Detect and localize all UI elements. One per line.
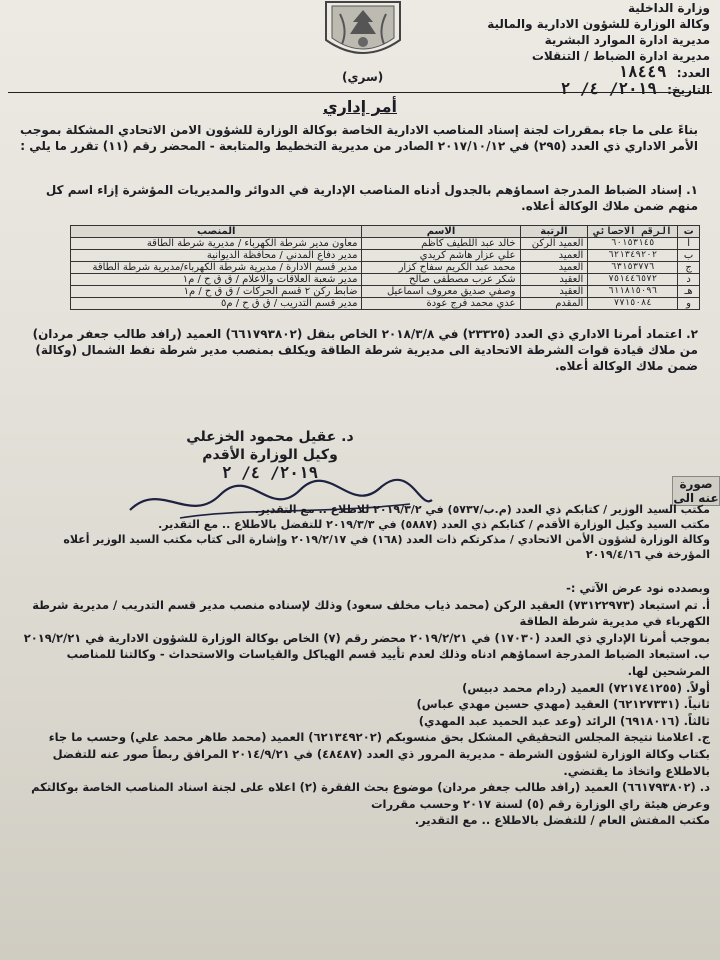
date-value: ٢٠١٩/ ٤/ ٢ (560, 79, 657, 98)
memo-body (18, 580, 710, 829)
body-paragraph: ج. اعلامنا نتيجة المجلس التحقيقي المشكل بحق منسوبكم (٦٢١٣٤٩٢٠٢) العميد (محمد طاهر محمد علي) وحسب ما جاء بكتاب وكالة الوزارة لشؤون الشرطة - مديرية المرور ذي العدد (٤٨٤٨٧) في ٢٠١٤/٩/٢١ المرافق ربطاً صور عنه للتفضل بالاطلاع واتخاذ ما يقتضي. (48, 730, 710, 778)
row-name: محمد عبد الكريم سفاح كزار (362, 262, 520, 274)
row-position: مدير شعبة العلاقات والاعلام / ق ق ح / م١ (71, 274, 362, 286)
row-rank: العقيد (520, 286, 588, 298)
col-header-name: الاسم (362, 226, 520, 238)
row-index: ج (678, 262, 700, 274)
row-statistical-number: ٦٠١٥٣١٤٥ (588, 238, 678, 250)
signatory-name: د. عقيل محمود الخزعلي (186, 429, 354, 445)
row-statistical-number: ٧٧١٥٠٨٤ (588, 298, 678, 310)
signature-date: ٢٠١٩/ ٤/ ٢ (221, 463, 319, 482)
row-position: معاون مدير شرطة الكهرباء / مديرية شرطة الطاقة (71, 238, 362, 250)
col-header-position: المنصب (71, 226, 362, 238)
body-paragraph: ثانياً. (٦٢١٢٧٣٣١) العقيد (مهدي حسين مهدي عباس) (416, 697, 710, 712)
col-header-id: الرقم الاحصائي (588, 226, 678, 238)
row-position: مدير قسم الادارة / مديرية شرطة الكهرباء/مديرية شرطة الطاقة (71, 262, 362, 274)
body-paragraph: وبصدده نود عرض الآتي :- (566, 581, 710, 595)
clause-two: ٢. اعتماد أمرنا الاداري ذي العدد (٢٣٣٢٥) في ٢٠١٨/٣/٨ الخاص بنقل (٦٦١٧٩٣٨٠٢) العميد (رافد طالب جعفر مردان) من ملاك قيادة قوات الشرطة الاتحادية الى مديرية شرطة الطاقة ويكلف بمنصب مدير شرطة نفط الشمال (وكالة) ضمن ملاك الوكالة أعلاه. (32, 327, 698, 373)
table-row (71, 238, 700, 250)
table-row (71, 250, 700, 262)
row-name: شكر عرب مصطفى صالح (362, 274, 520, 286)
row-index: أ (678, 238, 700, 250)
table-row (71, 286, 700, 298)
col-header-rank: الرتبة (520, 226, 588, 238)
row-name: عدي محمد فرج عودة (362, 298, 520, 310)
agency-name: وكالة الوزارة للشؤون الادارية والمالية (487, 17, 710, 31)
row-index: هـ (678, 286, 700, 298)
row-name: خالد عبد اللطيف كاظم (362, 238, 520, 250)
row-statistical-number: ٦١١٨١٥٠٩٦ (588, 286, 678, 298)
classification-label: (سري) (342, 70, 384, 84)
document-title: أمر إداري (323, 97, 397, 116)
date-row (420, 81, 710, 98)
row-rank: العميد (520, 262, 588, 274)
body-paragraph: ب. استبعاد الضباط المدرجة اسماؤهم ادناه وذلك لعدم تأييد قسم الهياكل والقياسات والاستحداث - وكالتنا للمناصب المرشحين لها. (66, 647, 710, 678)
col-header-index: ت (678, 226, 700, 238)
row-rank: العقيد (520, 274, 588, 286)
header-divider (8, 92, 712, 93)
body-paragraph: ثالثاً. (٦٩١٨٠١٦) الرائد (وعد عبد الحميد عبد المهدي) (418, 713, 710, 728)
directorate-name: مديرية ادارة الموارد البشرية (544, 33, 710, 47)
preamble-paragraph: بناءً على ما جاء بمقررات لجنة إسناد المناصب الادارية الخاصة بوكالة الوزارة للشؤون الامن الاتحادي المشكلة بموجب الأمر الاداري ذي العدد (٢٩٥) في ٢٠١٧/١٠/١٢ الصادر من مديرية التخطيط والمتابعة - المحضر رقم (١١) تقرر ما يلي : (20, 123, 698, 153)
row-rank: العميد (520, 250, 588, 262)
number-label: العدد: (676, 66, 710, 80)
carbon-copy-list (20, 502, 710, 562)
number-value: ١٨٤٤٩ (618, 62, 667, 81)
row-name: وصفي صديق معروف اسماعيل (362, 286, 520, 298)
table-row (71, 274, 700, 286)
body-paragraph: أولاً. (٧٢١٧٤١٢٥٥) العميد (ردام محمد دبيس) (462, 680, 710, 695)
clause-one: ١. إسناد الضباط المدرجة اسماؤهم بالجدول أدناه المناصب الإدارية في الدوائر والمديريات المؤشرة إزاء اسم كل منهم ضمن ملاك الوكالة أعلاه. (45, 183, 698, 213)
copy-to-label: صورة عنه الى (673, 477, 719, 505)
table-row (71, 298, 700, 310)
row-position: مدير دفاع المدني / محافظة الديوانية (71, 250, 362, 262)
body-paragraph: د. (٦٦١٧٩٣٨٠٢) العميد (رافد طالب جعفر مردان) موضوع بحث الفقرة (٢) اعلاه على لجنة اسناد المناصب الخاصة بوكالتكم وعرض هيئة راي الوزارة رقم (٥) لسنة ٢٠١٧ وحسب مقررات (31, 780, 710, 811)
ministry-name: وزارة الداخلية (627, 1, 710, 15)
officers-table (70, 225, 700, 310)
row-position: مدير قسم التدريب / ق ق ح / م٥ (71, 298, 362, 310)
row-statistical-number: ٦٣١٥٣٧٧٦ (588, 262, 678, 274)
table-row (71, 262, 700, 274)
cc-item: مكتب السيد وكيل الوزارة الأقدم / كتابكم ذي العدد (٥٨٨٧) في ٢٠١٩/٣/٣ للتفضل بالاطلاع .. مع التقدير. (158, 518, 710, 531)
letterhead (420, 0, 710, 98)
row-index: و (678, 298, 700, 310)
row-position: ضابط ركن ٢ قسم الحركات / ق ق ح / م١ (71, 286, 362, 298)
row-rank: العميد الركن (520, 238, 588, 250)
body-paragraph: أ. تم استبعاد (٧٣١٢٢٩٧٣) العقيد الركن (محمد ذياب مخلف سعود) وذلك لإسناده منصب مدير قسم التدريب / مديرية شرطة الكهرباء في مديرية شرطة الطاقة (32, 597, 710, 629)
row-rank: المقدم (520, 298, 588, 310)
row-statistical-number: ٧٥١٤٤٦٥٧٢ (588, 274, 678, 286)
cc-item: وكالة الوزارة لشؤون الأمن الاتحادي / مذكرتكم ذات العدد (١٦٨) في ٢٠١٩/٢/١٧ وإشارة الى كتاب مكتب السيد الوزير أعلاه المؤرخة في ٢٠١٩/٤/١٦ (63, 533, 710, 561)
row-index: د (678, 274, 700, 286)
signatory-title: وكيل الوزارة الأقدم (202, 447, 338, 463)
ministry-emblem-icon (318, 0, 408, 64)
body-paragraph: مكتب المفتش العام / للتفضل بالاطلاع .. مع التقدير. (414, 813, 710, 828)
department-name: مديرية ادارة الضباط / التنقلات (531, 49, 710, 63)
body-paragraph: بموجب أمرنا الإداري ذي العدد (١٧٠٣٠) في ٢٠١٩/٢/٢١ محضر رقم (٧) الخاص بوكالة الوزارة للشؤون الادارية في ٢٠١٩/٢/٢١ (23, 630, 710, 645)
date-label: التاريخ: (667, 83, 710, 97)
row-statistical-number: ٦٢١٣٤٩٢٠٢ (588, 250, 678, 262)
cc-item: مكتب السيد الوزير / كتابكم ذي العدد (م.ب/٥٧٣٧) في ٢٠١٩/٣/٢ للاطلاع .. مع التقدير. (254, 503, 710, 516)
row-index: ب (678, 250, 700, 262)
table-header-row (71, 226, 700, 238)
row-name: علي عزار هاشم كريدي (362, 250, 520, 262)
